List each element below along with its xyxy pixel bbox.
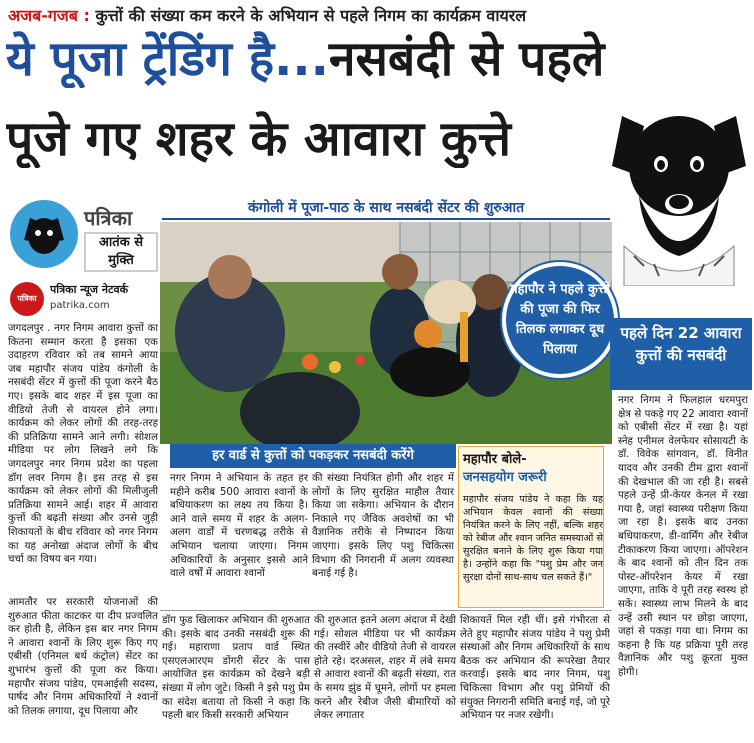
headline-blue-part: ये पूजा ट्रेंडिंग है... bbox=[6, 31, 329, 87]
patrika-logo: पत्रिका bbox=[10, 282, 44, 316]
article-column-7: नगर निगम ने फिलहाल धरमपुरा क्षेत्र से पकड़े गए 22 आवारा श्वानों को एबीसी सेंटर में रखा है। यहां स्नेह एनीमल वेलफेयर सोसायटी के डॉ. विवेक सांगवान, डॉ. विनीत यादव और उनकी टीम द्वारा श्वानों की देखभाल की जा रही है। सबसे पहले उन्हें प्री-केयर केनल में रखा गया है, जहां स्वास्थ्य परीक्षण किया जा रहा है। इसके बाद उनका बधियाकरण, डी-वार्मिंग और रेबीज टीकाकरण किया जाएगा। ऑपरेशन के बाद श्वानों को तीन दिन तक पोस्ट-ऑपरेशन केयर में रखा जाएगा, ताकि वे पूरी तरह स्वस्थ हो सकें। स्वास्थ्य लाभ मिलने के बाद उन्हें उसी स्थान पर छोड़ा जाएगा, जहां से पकड़ा गया था। निगम का कहना है कि यह प्रक्रिया पूरी तरह वैज्ञानिक और पशु क्रूरता मुक्त होगी। bbox=[618, 395, 748, 678]
network-credit bbox=[8, 280, 160, 320]
kicker-text: कुत्तों की संख्या कम करने के अभियान से पहले निगम का कार्यक्रम वायरल bbox=[95, 6, 527, 25]
mayor-quote-text: महापौर संजय पांडेय ने कहा कि यह अभियान केवल श्वानों की संख्या नियंत्रित करने के लिए नहीं, बल्कि शहर को रेबीज और श्वान जनित समस्याओं से सुरक्षित बनाने के लिए शुरू किया गया है। उन्होंने कहा कि "पशु प्रेम और जन सुरक्षा दोनों साथ-साथ चल सकते हैं।" bbox=[463, 494, 603, 583]
section-divider bbox=[160, 610, 612, 611]
article-column-1: जगदलपुर . नगर निगम आवारा कुत्तों का कितना सम्मान करता है इसका एक उदाहरण रविवार को तब सामने आया जब महापौर संजय पांडेय कंगोली के नसबंदी सेंटर में कुत्तों की पूजा करने बैठ गए। इसके बाद शहर में इस पूजा का वीडियो तेजी से वायरल होने लगा। कार्यक्रम को लेकर लोगों की तरह-तरह की प्रतिक्रिया सामने आने लगी। सोशल मीडिया पर लोग लिखने लगे कि जगदलपुर नगर निगम प्रदेश का पहला डॉग लवर निगम है। इस तरह से इस कार्यक्रम को लेकर लोगों की मिलीजुली प्रतिक्रिया सामने आई। शहर में आवारा कुत्तों की बढ़ती संख्या और उनसे जुड़ी शिकायतों के बीच रविवार को नगर निगम का यह अनोखा अंदाज लोगों के बीच चर्चा का विषय बन गया। bbox=[8, 323, 158, 566]
dog-emblem-icon bbox=[10, 200, 78, 268]
mayor-title bbox=[463, 451, 547, 487]
photo-title: कंगोली में पूजा-पाठ के साथ नसबंदी सेंटर की शुरुआत bbox=[162, 196, 610, 220]
headline-line-1 bbox=[6, 30, 606, 88]
kicker-label: अजब-गजब : bbox=[8, 6, 90, 25]
dog-head-illustration bbox=[604, 96, 754, 286]
mayor-title-prefix: महापौर बोले- bbox=[463, 452, 527, 467]
network-url[interactable]: patrika.com bbox=[50, 300, 110, 311]
brand-name: पत्रिका bbox=[84, 206, 133, 230]
article-column-3: की संख्या नियंत्रित होगी और शहर में लोगों के लिए सुरक्षित माहौल तैयार किया जा सकेगा। अभियान के दौरान निकाले गए जैविक अवशेषों का भी वैज्ञानिक तरीके से निष्पादन किया जाएगा। इसके लिए पशु चिकित्सा विभाग की निगरानी में अलग व्यवस्था बनाई गई है। bbox=[312, 473, 454, 580]
article-column-5: की शुरुआत इतने अलग अंदाज में देखी गई। सोशल मीडिया पर भी कार्यक्रम की तस्वीरें और वीडियो तेजी से वायरल होते रहे। दरअसल, शहर में लंबे समय से आवारा श्वानों की बढ़ती संख्या, रात के समय झुंड में घूमने, लोगों पर हमला करने और रेबीज जैसी बीमारियों को लेकर लगातार bbox=[314, 615, 456, 722]
mayor-bubble: महापौर ने पहले कुत्तों की पूजा की फिर तिलक लगाकर दूध पिलाया bbox=[502, 262, 618, 378]
mayor-title-main: जनसहयोग जरूरी bbox=[463, 470, 547, 485]
article-column-2: नगर निगम ने अभियान के तहत हर महीने करीब 500 आवारा श्वानों के बधियाकरण का लक्ष्य तय किया है। आने वाले समय में शहर के अलग-अलग वार्डों में चरणबद्ध तरीके से अभियान चलाया जाएगा। निगम अधिकारियों के अनुसार इससे आने वाले वर्षों में आवारा श्वानों bbox=[170, 473, 308, 580]
article-column-4: डॉग फुड खिलाकर अभियान की शुरुआत की। इसके बाद उनकी नसबंदी शुरू की गई। महाराणा प्रताप वार्ड स्थित एसएलआरएम डोंगरी सेंटर के पास आयोजित इस कार्यक्रम को देखने बड़ी संख्या में लोग जुटे। किसी ने इसे पशु प्रेम का संदेश बताया तो किसी ने कहा कि पहली बार किसी सरकारी अभियान bbox=[162, 615, 310, 722]
mayor-quote-box bbox=[458, 446, 604, 608]
article-column-1b: आमतौर पर सरकारी योजनाओं की शुरुआत फीता काटकर या दीप प्रज्वलित कर होती है, लेकिन इस बार नगर निगम ने आवारा श्वानों के लिए शुरू किए गए एबीसी (एनिमल बर्थ कंट्रोल) सेंटर का शुभारंभ कुत्तों की पूजा कर किया। महापौर संजय पांडेय, एमआईसी सदस्य, पार्षद और निगम अधिकारियों ने श्वानों को तिलक लगाया, दूध पिलाया और bbox=[8, 597, 158, 717]
article-column-6: शिकायतें मिल रही थीं। इसे गंभीरता से लेते हुए महापौर संजय पांडेय ने पशु प्रेमी संस्थाओं और निगम अधिकारियों के साथ बैठक कर अभियान की रूपरेखा तैयार करवाई। इसके बाद नगर निगम, पशु चिकित्सा विभाग और पशु प्रेमियों की संयुक्त निगरानी समिति बनाई गई, जो पूरे अभियान पर नजर रखेगी। bbox=[460, 615, 610, 722]
ward-banner: हर वार्ड से कुत्तों को पकड़कर नसबंदी करेंगे bbox=[170, 444, 456, 468]
headline-line-2: पूजे गए शहर के आवारा कुत्ते bbox=[6, 111, 511, 167]
kicker-line bbox=[8, 4, 748, 28]
brand-tag: आतंक से मुक्ति bbox=[84, 232, 158, 272]
first-day-box: पहले दिन 22 आवारा कुत्तों की नसबंदी bbox=[610, 318, 752, 390]
headline-dark-part: नसबंदी से पहले bbox=[328, 31, 605, 87]
brand-block bbox=[8, 196, 158, 276]
network-name: पत्रिका न्यूज नेटवर्क bbox=[50, 283, 129, 296]
